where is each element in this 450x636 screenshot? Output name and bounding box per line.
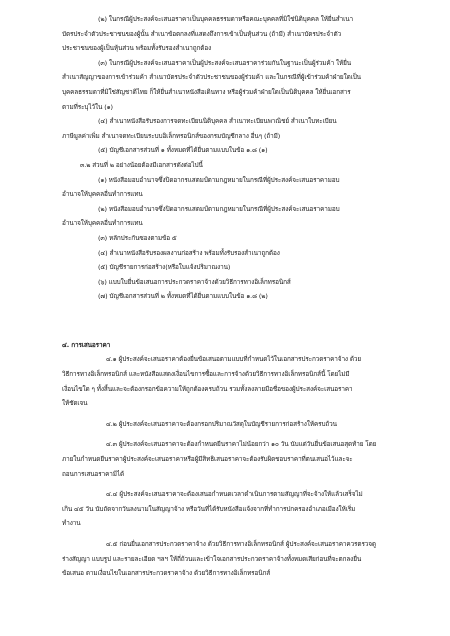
text-line: (๗) บัญชีเอกสารส่วนที่ ๒ ทั้งหมดที่ได้ยื่นตามแบบในข้อ ๑.๘ (๒)	[98, 292, 268, 301]
text-line: (๒) หนังสือมอบอำนาจซึ่งปิดอากรแสตมป์ตามกฎหมายในกรณีที่ผู้ประสงค์จะเสนอราคามอบ	[98, 204, 340, 213]
text-line: (๒) ในกรณีผู้ประสงค์จะเสนอราคาเป็นบุคคลธรรมดาหรือคณะบุคคลที่มิใช่นิติบุคคล ให้ยื่นสำเนา	[98, 15, 353, 23]
text-line: ภายในกำหนดยืนราคาผู้ประสงค์จะเสนอราคาหรือผู้มีสิทธิเสนอราคาจะต้องรับผิดชอบราคาที่ตนเสนอไว้และจะ	[62, 455, 353, 464]
section-4-bidding	[62, 338, 412, 581]
text-line: อำนาจให้บุคคลอื่นทำการแทน	[62, 190, 143, 199]
text-line: ๔.๓ ผู้ประสงค์จะเสนอราคาจะต้องกำหนดยืนราคาไม่น้อยกว่า ๑๐ วัน นับแต่วันยื่นข้อเสนอสุดท้าย โดย	[106, 440, 377, 449]
text-line: (๖) แบบใบยื่นข้อเสนอการประกวดราคาจ้างด้วยวิธีการทางอิเล็กทรอนิกส์	[98, 277, 291, 286]
text-line: ให้ชัดเจน	[62, 399, 88, 408]
text-line: (๓) หลักประกันซองตามข้อ ๕	[98, 233, 177, 242]
text-line: บัตรประจำตัวประชาชนของผู้นั้น สำเนาข้อตกลงที่แสดงถึงการเข้าเป็นหุ้นส่วน (ถ้ามี) สำเนาบัตรประจำตัว	[62, 29, 342, 38]
text-line: สำเนาสัญญาของการเข้าร่วมค้า สำเนาบัตรประจำตัวประชาชนของผู้ร่วมค้า และในกรณีที่ผู้เข้าร่วมค้าฝ่ายใดเป็น	[62, 73, 361, 82]
text-line: อำนาจให้บุคคลอื่นทำการแทน	[62, 219, 143, 228]
text-line: (๔) สำเนาหนังสือรับรองการจดทะเบียนนิติบุคคล สำเนาทะเบียนพาณิชย์ สำเนาใบทะเบียน	[98, 117, 337, 126]
text-line: (๓) ในกรณีผู้ประสงค์จะเสนอราคาเป็นผู้ประสงค์จะเสนอราคาร่วมกันในฐานะเป็นผู้ร่วมค้า ให้ยื่น	[98, 58, 352, 67]
text-line: เงื่อนไขใด ๆ ทั้งสิ้นและจะต้องกรอกข้อความให้ถูกต้องครบถ้วน รวมทั้งลงลายมือชื่อของผู้ประสงค์จะเสนอราคา	[62, 384, 353, 393]
text-line: ทำงาน	[62, 519, 81, 528]
text-line: ๔.๕ ก่อนยื่นเอกสารประกวดราคาจ้าง ด้วยวิธีการทางอิเล็กทรอนิกส์ ผู้ประสงค์จะเสนอราคาควรตรวจดู	[106, 540, 376, 548]
section-2-documents	[62, 12, 412, 304]
text-line: ประชาชนของผู้เป็นหุ้นส่วน พร้อมทั้งรับรองสำเนาถูกต้อง	[62, 44, 212, 53]
text-line: ๔.๑ ผู้ประสงค์จะเสนอราคาต้องยื่นข้อเสนอตามแบบที่กำหนดไว้ในเอกสารประกวดราคาจ้าง ด้วย	[106, 355, 362, 364]
text-line: ถอนการเสนอราคามิได้	[62, 469, 125, 478]
text-line: (๕) บัญชีเอกสารส่วนที่ ๑ ทั้งหมดที่ได้ยื่นตามแบบในข้อ ๑.๘ (๑)	[98, 146, 268, 155]
section-heading: ๔. การเสนอราคา	[62, 340, 111, 349]
text-line: ตามที่ระบุไว้ใน (๑)	[62, 102, 113, 111]
text-line: (๕) บัญชีรายการก่อสร้าง(หรือใบแจ้งปริมาณงาน)	[98, 263, 231, 272]
text-line: เกิน ๔๕ วัน นับถัดจากวันลงนามในสัญญาจ้าง หรือวันที่ได้รับหนังสือแจ้งจากที่ทำการปกครองอำเภอเมืองให้เริ่ม	[62, 504, 356, 513]
text-line: ๔.๒ ผู้ประสงค์จะเสนอราคาจะต้องกรอกปริมาณวัสดุในบัญชีรายการก่อสร้างให้ครบถ้วน	[106, 419, 337, 428]
text-line: บุคคลธรรมดาที่มิใช่สัญชาติไทย ก็ให้ยื่นสำเนาหนังสือเดินทาง หรือผู้ร่วมค้าฝ่ายใดเป็นนิติบุคคล ให้ยื่นเอกสาร	[62, 87, 351, 96]
text-line: ข้อเสนอ ตามเงื่อนไขในเอกสารประกวดราคาจ้าง ด้วยวิธีการทางอิเล็กทรอนิกส์	[62, 569, 271, 578]
text-line: ร่างสัญญา แบบรูป และรายละเอียด ฯลฯ ให้ถี่ถ้วนและเข้าใจเอกสารประกวดราคาจ้างทั้งหมดเสียก่อนที่จะตกลงยื่น	[62, 554, 362, 563]
text-line: (๑) หนังสือมอบอำนาจซึ่งปิดอากรแสตมป์ตามกฎหมายในกรณีที่ผู้ประสงค์จะเสนอราคามอบ	[98, 175, 340, 184]
text-line: (๔) สำเนาหนังสือรับรองผลงานก่อสร้าง พร้อมทั้งรับรองสำเนาถูกต้อง	[98, 248, 280, 257]
text-line: ภาษีมูลค่าเพิ่ม สำเนาจดทะเบียนระบบอิเล็กทรอนิกส์ของกรมบัญชีกลาง อื่นๆ (ถ้ามี)	[62, 131, 281, 140]
section-spacer	[62, 304, 412, 338]
subsection-heading: ๓.๒ ส่วนที่ ๒ อย่างน้อยต้องมีเอกสารดังต่อไปนี้	[80, 160, 203, 169]
text-line: ๔.๔ ผู้ประสงค์จะเสนอราคาจะต้องเสนอกำหนดเวลาดำเนินการตามสัญญาที่จะจ้างให้แล้วเสร็จไม่	[106, 490, 363, 499]
text-line: วิธีการทางอิเล็กทรอนิกส์ และหนังสือแสดงเงื่อนไขการซื้อและการจ้างด้วยวิธีการทางอิเล็กทรอนิกส์นี้ โดยไม่มี	[62, 370, 350, 379]
